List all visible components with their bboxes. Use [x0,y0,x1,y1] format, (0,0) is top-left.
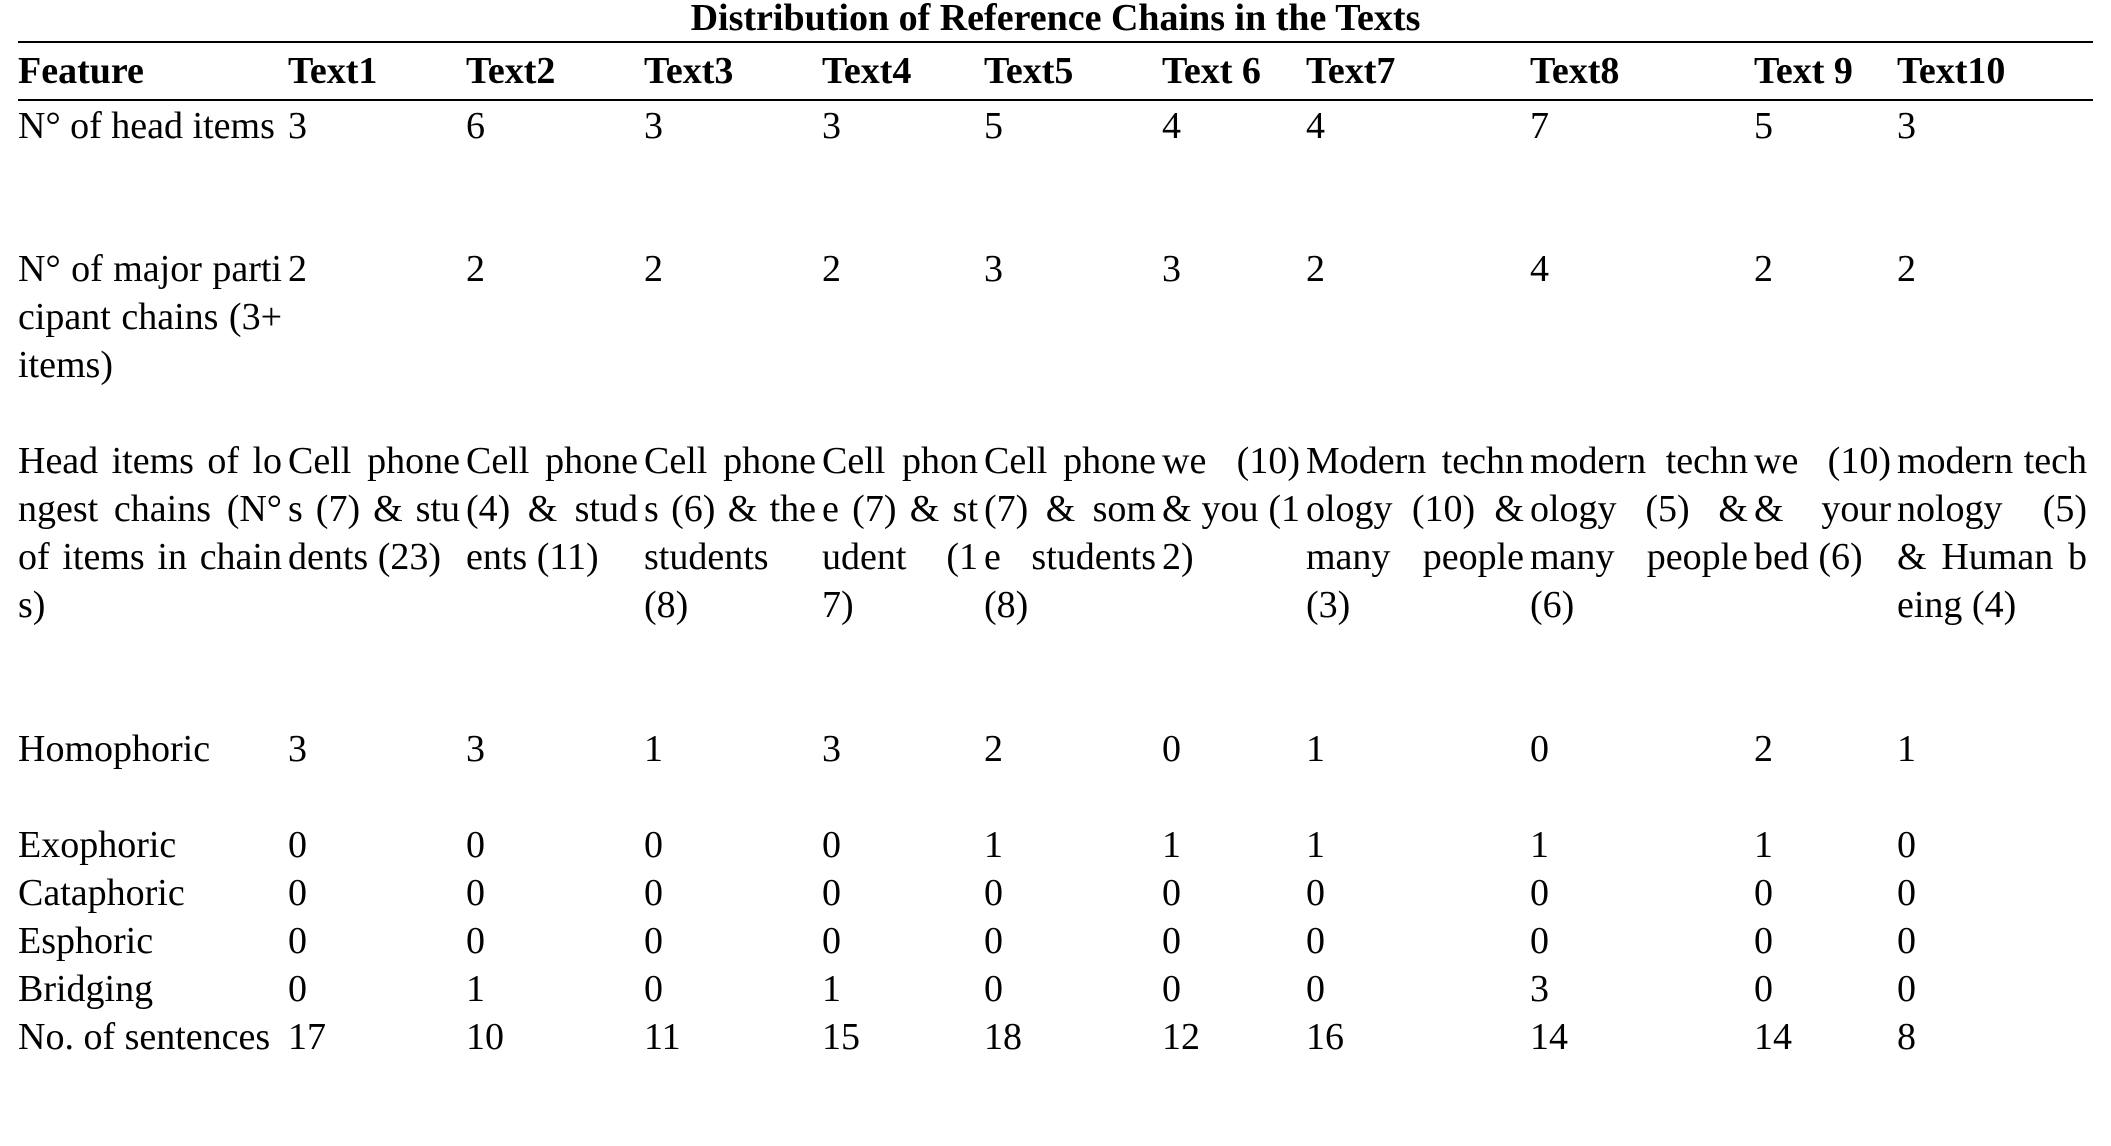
table-cell: 0 [1897,872,1916,914]
document-title: Distribution of Reference Chains in the Texts [690,0,1421,39]
table-cell: 1 [1306,728,1325,770]
table-cell: 0 [984,920,1003,962]
table-cell: 18 [984,1016,1022,1058]
table-cell: 0 [1754,968,1773,1010]
table-cell: Cell phones (7) & students (23) [288,440,460,578]
column-header-text1: Text1 [288,50,378,92]
table-cell: 0 [984,968,1003,1010]
table-cell: 0 [1897,920,1916,962]
table-cell: 2 [644,248,663,290]
row-label: N° of major participant chains (3+ items) [18,248,282,386]
table-row [18,821,2093,869]
table-cell: 0 [1162,920,1181,962]
table-cell: 0 [288,824,307,866]
table-cell: 0 [466,920,485,962]
table-header-row [18,42,2093,100]
column-header-text9: Text 9 [1754,50,1853,92]
table-cell: 0 [1530,872,1549,914]
column-header-text5: Text5 [984,50,1074,92]
table-cell: 4 [1306,105,1325,147]
column-header-text4: Text4 [822,50,912,92]
table-cell: 0 [288,872,307,914]
table-cell: 14 [1530,1016,1568,1058]
table-cell: modern technology (5) & Human being (4) [1897,440,2087,626]
row-label: Bridging [18,968,154,1010]
table-cell: we (10) & you (12) [1162,440,1300,578]
column-header-text8: Text8 [1530,50,1620,92]
table-cell: 1 [984,824,1003,866]
table-cell: 3 [1530,968,1549,1010]
table-cell: 2 [288,248,307,290]
table-cell: Cell phone (7) & some students (8) [984,440,1156,626]
table-cell: 3 [1897,105,1916,147]
table-cell: 0 [288,920,307,962]
row-label: N° of head items [18,105,275,147]
table-cell: 0 [466,824,485,866]
table-row [18,245,2093,437]
table-cell: 3 [822,105,841,147]
table-row [18,965,2093,1013]
table-cell: 0 [1306,872,1325,914]
table-cell: 1 [1897,728,1916,770]
row-label: No. of sentences [18,1016,271,1058]
table-cell: 0 [644,824,663,866]
table-cell: 0 [1754,920,1773,962]
table-cell: 3 [288,728,307,770]
table-cell: 0 [1897,824,1916,866]
table-cell: 7 [1530,105,1549,147]
reference-chains-table [18,41,2093,1061]
table-cell: 5 [1754,105,1773,147]
table-cell: 1 [1162,824,1181,866]
table-cell: 1 [822,968,841,1010]
table-cell: 2 [1306,248,1325,290]
table-cell: 2 [822,248,841,290]
table-cell: 0 [1162,728,1181,770]
table-cell: 10 [466,1016,504,1058]
table-row [18,869,2093,917]
table-row [18,1013,2093,1061]
table-cell: 0 [822,872,841,914]
table-cell: 0 [466,872,485,914]
table-cell: 0 [1162,872,1181,914]
table-cell: 2 [984,728,1003,770]
table-cell: 0 [984,872,1003,914]
table-cell: 3 [644,105,663,147]
table-cell: 6 [466,105,485,147]
table-cell: 0 [1306,968,1325,1010]
table-cell: 0 [288,968,307,1010]
column-header-text10: Text10 [1897,50,2006,92]
table-cell: 0 [1306,920,1325,962]
table-cell: 4 [1162,105,1181,147]
table-cell: 2 [466,248,485,290]
column-header-text7: Text7 [1306,50,1396,92]
table-cell: 3 [822,728,841,770]
table-cell: 1 [466,968,485,1010]
table-cell: 1 [1530,824,1549,866]
table-cell: 0 [822,824,841,866]
table-cell: Cell phone (4) & students (11) [466,440,638,578]
table-cell: 4 [1530,248,1549,290]
table-cell: 17 [288,1016,326,1058]
table-cell: Cell phones (6) & the students (8) [644,440,816,626]
row-label: Exophoric [18,824,177,866]
table-cell: 0 [644,968,663,1010]
table-cell: 1 [1754,824,1773,866]
table-cell: 3 [466,728,485,770]
table-cell: we (10) & your bed (6) [1754,440,1891,578]
table-cell: 3 [288,105,307,147]
table-cell: 3 [1162,248,1181,290]
table-cell: 1 [1306,824,1325,866]
table-cell: Cell phone (7) & student (17) [822,440,978,626]
table-cell: 14 [1754,1016,1792,1058]
column-header-text6: Text 6 [1162,50,1261,92]
column-header-feature: Feature [18,50,144,92]
table-cell: 8 [1897,1016,1916,1058]
table-cell: 2 [1754,728,1773,770]
table-row [18,100,2093,245]
column-header-text2: Text2 [466,50,556,92]
table-cell: 3 [984,248,1003,290]
table-cell: 11 [644,1016,681,1058]
table-cell: 0 [644,920,663,962]
table-cell: modern technology (5) & many people (6) [1530,440,1748,626]
table-cell: 15 [822,1016,860,1058]
table-cell: 0 [822,920,841,962]
table-cell: 16 [1306,1016,1344,1058]
table-cell: 0 [1530,920,1549,962]
table-cell: 1 [644,728,663,770]
column-header-text3: Text3 [644,50,734,92]
table-row [18,437,2093,725]
table-cell: 2 [1897,248,1916,290]
table-row [18,917,2093,965]
table-cell: 2 [1754,248,1773,290]
table-row [18,725,2093,821]
row-label: Homophoric [18,728,211,770]
row-label: Esphoric [18,920,154,962]
table-cell: 0 [644,872,663,914]
table-cell: 0 [1754,872,1773,914]
table-cell: Modern technology (10) & many people (3) [1306,440,1524,626]
table-cell: 5 [984,105,1003,147]
table-cell: 0 [1897,968,1916,1010]
table-cell: 0 [1530,728,1549,770]
table-cell: 12 [1162,1016,1200,1058]
table-cell: 0 [1162,968,1181,1010]
row-label: Head items of longest chains (N° of items in chains) [18,440,282,626]
row-label: Cataphoric [18,872,185,914]
